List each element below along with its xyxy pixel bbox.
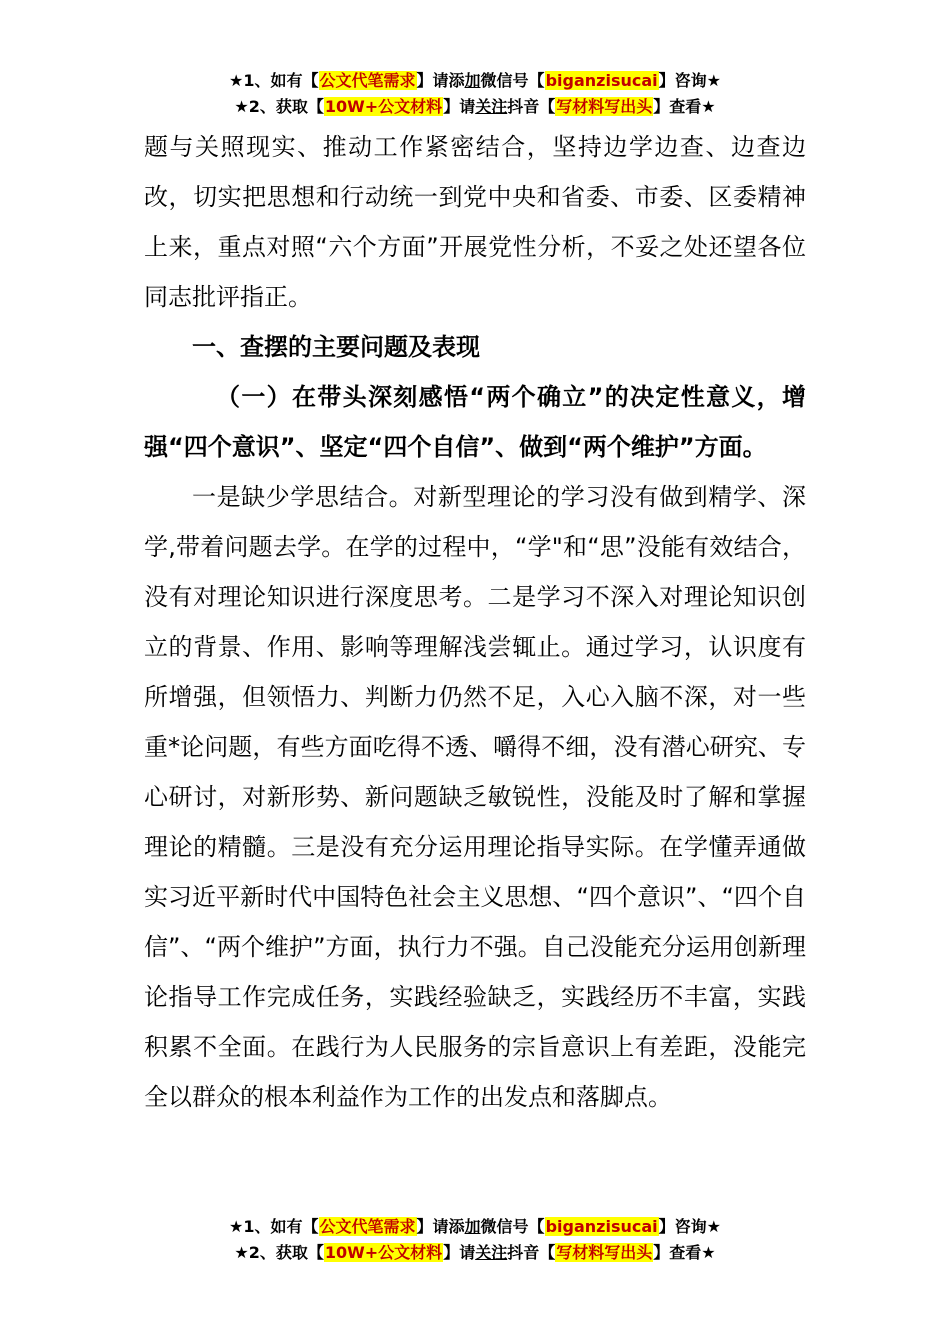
highlight-wechat-id: biganzisucai — [545, 71, 658, 90]
subsection-heading: （一）在带头深刻感悟“两个确立”的决定性意义，增强“四个意识”、坚定“四个自信”、做到“两个维护”方面。 — [144, 383, 806, 461]
promo-line-2: ★2、获取【10W+公文材料】请关注抖音【写材料写出头】查看★ — [234, 97, 716, 116]
body-paragraph: 一是缺少学思结合。对新型理论的学习没有做到精学、深学,带着问题去学。在学的过程中，“学"和“思”没能有效结合，没有对理论知识进行深度思考。二是学习不深入对理论知识创立的背景、作用、影响等理解浅尝辄止。通过学习，认识度有所增强，但领悟力、判断力仍然不足，入心入脑不深，对一些重*论问题，有些方面吃得不透、嚼得不细，没有潜心研究、专心研讨，对新形势、新问题缺乏敏锐性，没能及时了解和掌握理论的精髓。三是没有充分运用理论指导实际。在学懂弄通做实习近平新时代中国特色社会主义思想、“四个意识”、“四个自信”、“两个维护”方面，执行力不强。自己没能充分运用创新理论指导工作完成任务，实践经验缺乏，实践经历不丰富，实践积累不全面。在践行为人民服务的宗旨意识上有差距，没能完全以群众的根本利益作为工作的出发点和落脚点。 — [144, 483, 806, 1111]
document-body — [144, 122, 806, 1122]
highlight-service: 公文代笔需求 — [319, 1217, 416, 1236]
highlight-materials: 10W+公文材料 — [324, 1243, 443, 1262]
promo-line-2: ★2、获取【10W+公文材料】请关注抖音【写材料写出头】查看★ — [234, 1243, 716, 1262]
promo-line-1: ★1、如有【公文代笔需求】请添加微信号【biganzisucai】咨询★ — [229, 1217, 721, 1236]
highlight-materials: 10W+公文材料 — [324, 97, 443, 116]
highlight-douyin: 写材料写出头 — [556, 97, 653, 116]
highlight-wechat-id: biganzisucai — [545, 1217, 658, 1236]
promo-line-1: ★1、如有【公文代笔需求】请添加微信号【biganzisucai】咨询★ — [229, 71, 721, 90]
highlight-douyin: 写材料写出头 — [556, 1243, 653, 1262]
intro-paragraph: 题与关照现实、推动工作紧密结合，坚持边学边查、边查边改，切实把思想和行动统一到党中央和省委、市委、区委精神上来，重点对照“六个方面”开展党性分析，不妥之处还望各位同志批评指正。 — [144, 133, 806, 311]
promo-banner-bottom — [0, 1214, 950, 1266]
highlight-service: 公文代笔需求 — [319, 71, 416, 90]
section-heading: 一、查摆的主要问题及表现 — [192, 333, 480, 361]
promo-banner-top — [0, 68, 950, 120]
